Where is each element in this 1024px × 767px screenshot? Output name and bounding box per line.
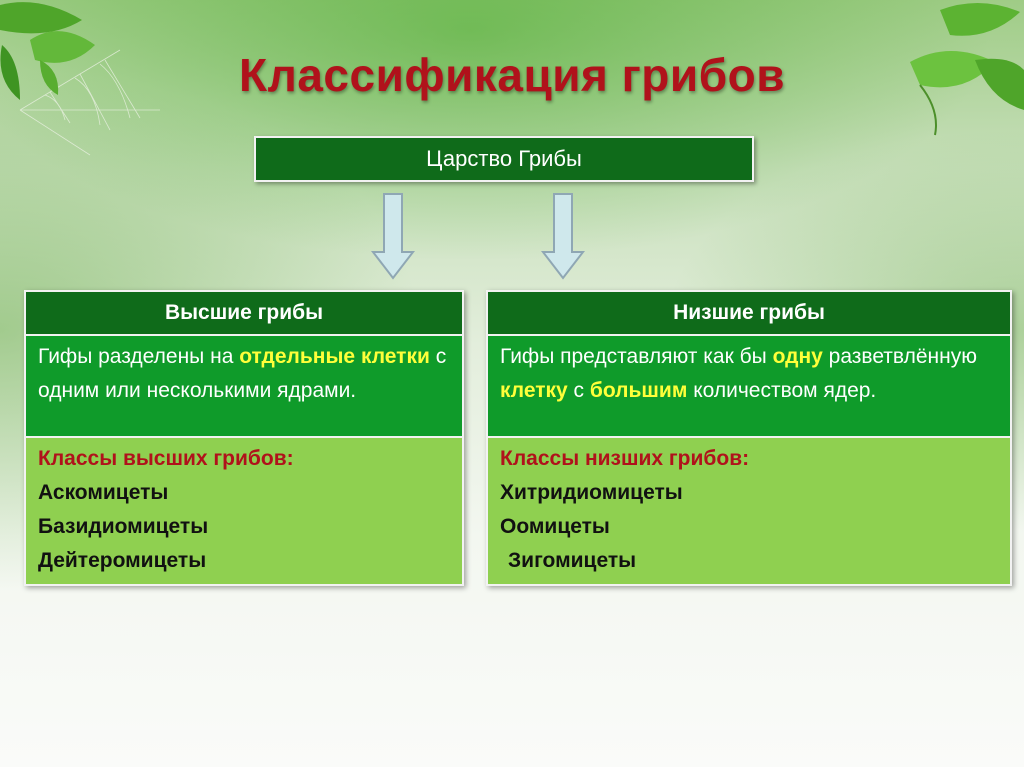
class-item: Оомицеты: [500, 515, 610, 538]
down-arrow-right-icon: [541, 192, 585, 280]
desc-text: количеством ядер.: [687, 379, 877, 402]
lower-fungi-classes: [488, 438, 1010, 584]
lower-fungi-header: [488, 292, 1010, 336]
desc-text: Гифы представляют как бы: [500, 345, 773, 368]
class-item: Дейтеромицеты: [38, 549, 207, 572]
kingdom-label: Царство Грибы: [426, 146, 582, 171]
higher-fungi-header: [26, 292, 462, 336]
class-item: Зигомицеты: [508, 549, 637, 572]
lower-fungi-column: [486, 290, 1012, 586]
class-item: Аскомицеты: [38, 481, 169, 504]
desc-highlight: большим: [589, 379, 688, 402]
desc-text: с одним или несколькими ядрами.: [38, 345, 447, 402]
higher-fungi-description: [26, 336, 462, 438]
desc-highlight: отдельные клетки: [239, 345, 430, 368]
classes-title: Классы высших грибов:: [38, 447, 294, 470]
desc-text: разветвлённую: [822, 345, 977, 368]
higher-fungi-title: Высшие грибы: [164, 301, 324, 324]
page-title: Классификация грибов: [239, 49, 785, 101]
classes-title: Классы низших грибов:: [500, 447, 750, 470]
down-arrow-left-icon: [371, 192, 415, 280]
desc-text: с: [567, 379, 590, 402]
desc-highlight: одну: [772, 345, 823, 368]
desc-highlight: клетку: [500, 379, 568, 402]
lower-fungi-description: [488, 336, 1010, 438]
desc-text: Гифы разделены на: [38, 345, 240, 368]
higher-fungi-column: [24, 290, 464, 586]
higher-fungi-classes: [26, 438, 462, 584]
kingdom-box: [254, 136, 754, 182]
lower-fungi-title: Низшие грибы: [673, 301, 825, 324]
class-item: Хитридиомицеты: [500, 481, 683, 504]
class-item: Базидиомицеты: [38, 515, 209, 538]
